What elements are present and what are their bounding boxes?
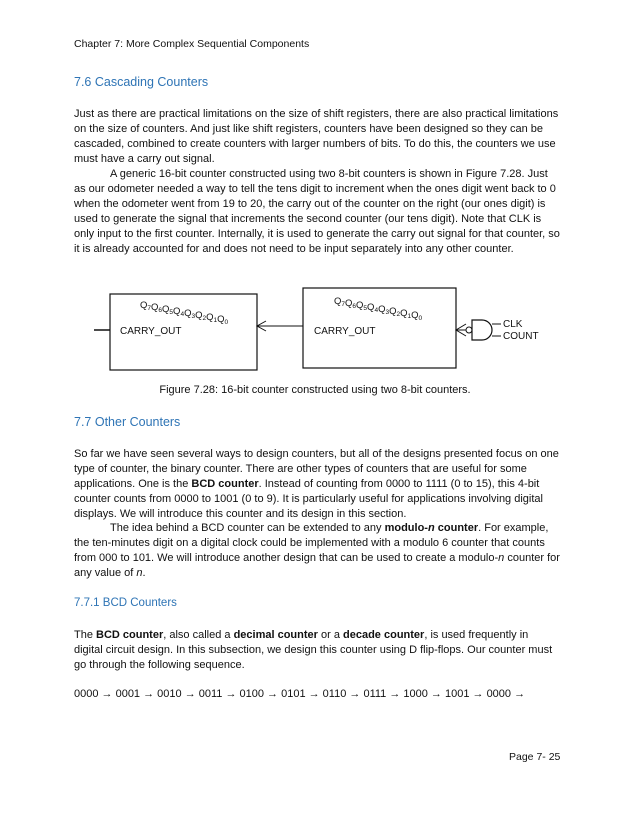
clk-input-label: CLK <box>503 319 523 330</box>
inverter-bubble <box>466 327 472 333</box>
count-input-label: COUNT <box>503 331 539 342</box>
paragraph-other-counters-1: So far we have seen several ways to design counters, but all of the designs presented focus on one type of counter, the binary counter. There are other types of counters that are useful for some applications. One is the BCD counter. Instead of counting from 0000 to 1111 (0 to 15), this 4-bit counter counts from 0000 to 1001 (0 to 9). It is particularly useful for applications involving digital displays. We will introduce this counter and its design in this section. <box>74 448 559 520</box>
section-heading-7-7-1: 7.7.1 BCD Counters <box>74 597 177 609</box>
term-modulo-n-counter: modulo-n counter <box>384 522 479 534</box>
figure-caption: Figure 7.28: 16-bit counter constructed using two 8-bit counters. <box>159 384 471 396</box>
paragraph-cascading-2: A generic 16-bit counter constructed using two 8-bit counters is shown in Figure 7.28. Just as our odometer needed a way to tell the tens digit to increment when the ones digit went back to 0 when the odometer went from 19 to 20, the carry out of the counter on the right (our ones digit) is used to generate the signal that increments the second counter (our tens digit). Note that CLK is only input to the first counter. Internally, it is used to generate the carry out signal for that counter, so it is already accounted for and does not need to be input separately into any other counter. <box>74 168 560 255</box>
right-counter-outputs-label: $Q_7Q_6Q_5Q_4Q_3Q_2Q_1Q_0$ <box>334 296 423 322</box>
left-counter-carry-label: CARRY_OUT <box>120 326 182 337</box>
section-heading-7-6: 7.6 Cascading Counters <box>74 75 209 89</box>
section-heading-7-7: 7.7 Other Counters <box>74 415 181 429</box>
term-decimal-counter: decimal counter <box>233 629 318 641</box>
running-header: Chapter 7: More Complex Sequential Components <box>74 38 310 50</box>
term-bcd-counter: BCD counter <box>191 478 259 490</box>
left-counter-outputs-label: $Q_7Q_6Q_5Q_4Q_3Q_2Q_1Q_0$ <box>140 300 229 326</box>
paragraph-cascading-1: Just as there are practical limitations on the size of shift registers, there are also practical limitations on the size of counters. And just like shift registers, counters have been designed so they can be cascaded, combined to create counters with larger numbers of bits. To do this, the counters we use must have a carry out signal. <box>74 108 559 165</box>
page-number: Page 7- 25 <box>509 751 561 763</box>
bcd-sequence: 0000 → 0001 → 0010 → 0011 → 0100 → 0101 → 0110 → 0111 → 1000 → 1001 → 0000 → <box>74 688 526 700</box>
paragraph-bcd-counters: The BCD counter, also called a decimal counter or a decade counter, is used frequently in digital circuit design. In this subsection, we design this counter using D flip-flops. Our counter must go through the following sequence. <box>74 629 553 671</box>
paragraph-other-counters-2: The idea behind a BCD counter can be extended to any modulo-n counter. For example, the ten-minutes digit on a digital clock could be implemented with a modulo 6 counter that counts from 000 to 101. We will introduce another design that can be used to create a modulo-n counter for any value of n. <box>74 522 560 579</box>
term-decade-counter: decade counter <box>343 629 425 641</box>
right-counter-carry-label: CARRY_OUT <box>314 326 376 337</box>
term-bcd-counter-2: BCD counter <box>96 629 164 641</box>
and-gate <box>472 320 492 340</box>
figure-16bit-counter <box>80 286 560 378</box>
